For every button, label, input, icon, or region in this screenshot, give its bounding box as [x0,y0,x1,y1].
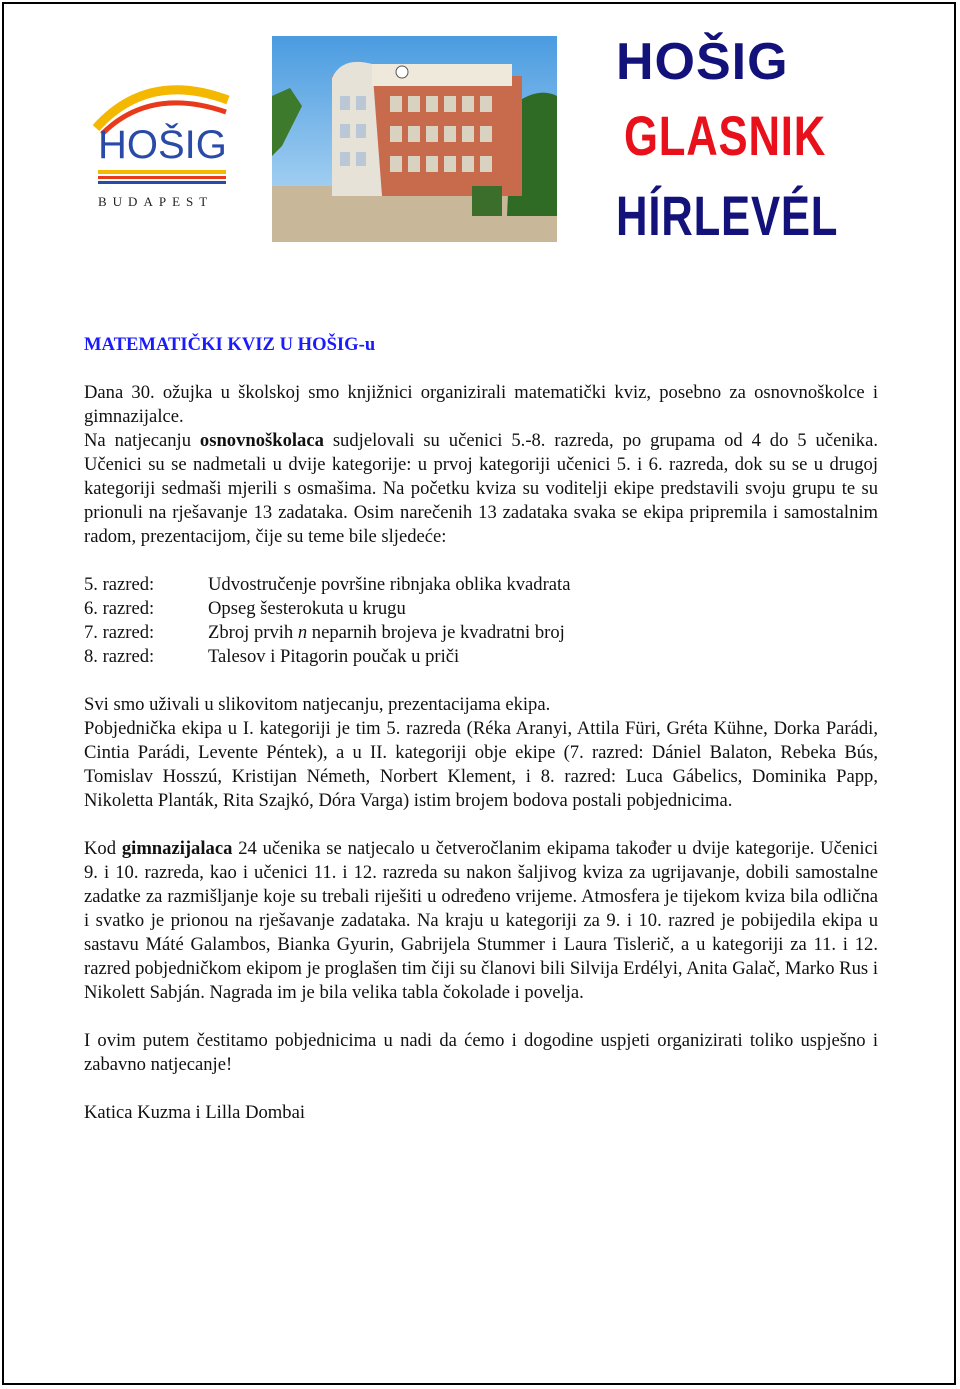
logo-city: BUDAPEST [98,194,214,209]
topic-text: Udvostručenje površine ribnjaka oblika kvadrata [208,574,571,595]
signature: Katica Kuzma i Lilla Dombai [84,1102,305,1123]
congratulation-paragraph: I ovim putem čestitamo pobjednicima u nadi da ćemo i dogodine uspjeti organizirati toliko uspješno i zabavno natjecanje! [84,1030,878,1075]
bold-osnovnoskolaca: osnovnoškolaca [199,430,324,451]
masthead-hosig: HOŠIG [616,33,789,91]
topic-text: Zbroj prvih n neparnih brojeva je kvadratni broj [208,622,565,643]
topic-grade: 8. razred: [84,646,155,667]
intro-text: Dana 30. ožujka u školskoj smo knjižnici organizirali matematički kviz, posebno za osnovnoškolce i gimnazijalce. [84,382,878,427]
logo-name: HOŠIG [98,123,227,167]
article-title: MATEMATIČKI KVIZ U HOŠIG-u [84,334,376,355]
gymnasium-paragraph: Kod gimnazijalaca 24 učenika se natjecalo u četveročlanim ekipama također u dvije kategorije. Učenici 9. i 10. razreda, kao i učenici 11. i 12. razreda su nakon šaljivog kviza za ugrijavanje, dobili samostalne zadatke za razmišljanje koje su trebali riješiti u određeno vrijeme. Atmosfera je tijekom kviza bila odlična i svatko je prionou na rješavanje zadataka. Na kraju u kategoriji za 9. i 10. razred je pobijedila ekipa u sastavu Máté Galambos, Bianka Gyurin, Gabrijela Stummer i Laura Tislerič, a u kategoriji za 11. i 12. razred pobjedničkom ekipom je proglašen tim čiji su članovi bili Silvija Erdélyi, Anita Galač, Marko Rus i Nikolett Sabján. Nagrada im je bila velika tabla čokolade i povelja. [84,838,878,1003]
winners-paragraph: Pobjednička ekipa u I. kategoriji je tim 5. razreda (Réka Aranyi, Attila Füri, Gréta Kühne, Dorka Parádi, Cintia Parádi, Levente Péntek), a u II. kategoriji obje ekipe (7. razred: Dániel Balaton, Rebeka Bús, Tomislav Hosszú, Kristijan Németh, Norbert Klement, i 8. razred: Luca Gábelics, Dominika Papp, Nikoletta Planták, Rita Szajkó, Dóra Varga) istim brojem bodova postali pobjednicima. [84,718,878,811]
topic-grade: 7. razred: [84,622,155,643]
topic-text: Talesov i Pitagorin poučak u priči [208,646,460,667]
school-building-photo [272,36,557,242]
topic-row [84,621,878,645]
topic-row [84,573,878,597]
topic-grade: 5. razred: [84,574,155,595]
topic-row [84,645,878,669]
intro-paragraph [84,381,878,549]
intro-text-3: sudjelovali su učenici 5.-8. razreda, po grupama od 4 do 5 učenika. Učenici su se nadmetali u dvije kategorije: u prvoj kategoriji učenici 5. i 6. razreda, dok su se u drugoj kategoriji sedmaši mjerili s osmašima. Na početku kviza su voditelji ekipe predstavili svoju grupu te su prionuli na rješavanje 13 zadataka. Osim narečenih 13 zadataka svaka se ekipa pripremila i samostalnim radom, prezentacijom, čije su teme bile sljedeće: [84,430,878,547]
hosig-logo [88,70,238,220]
topic-row [84,597,878,621]
enjoyment-paragraph: Svi smo uživali u slikovitom natjecanju, prezentacijama ekipa. [84,694,551,715]
italic-n: n [297,622,308,643]
bold-gimnazijalaca: gimnazijalaca [121,838,233,859]
topic-text: Opseg šesterokuta u krugu [208,598,406,619]
masthead-glasnik: GLASNIK [624,104,827,167]
masthead-hirlevel: HÍRLEVÉL [616,184,839,247]
intro-text-2: Na natjecanju [84,430,200,451]
topic-grade: 6. razred: [84,598,155,619]
article-body [84,333,878,1125]
